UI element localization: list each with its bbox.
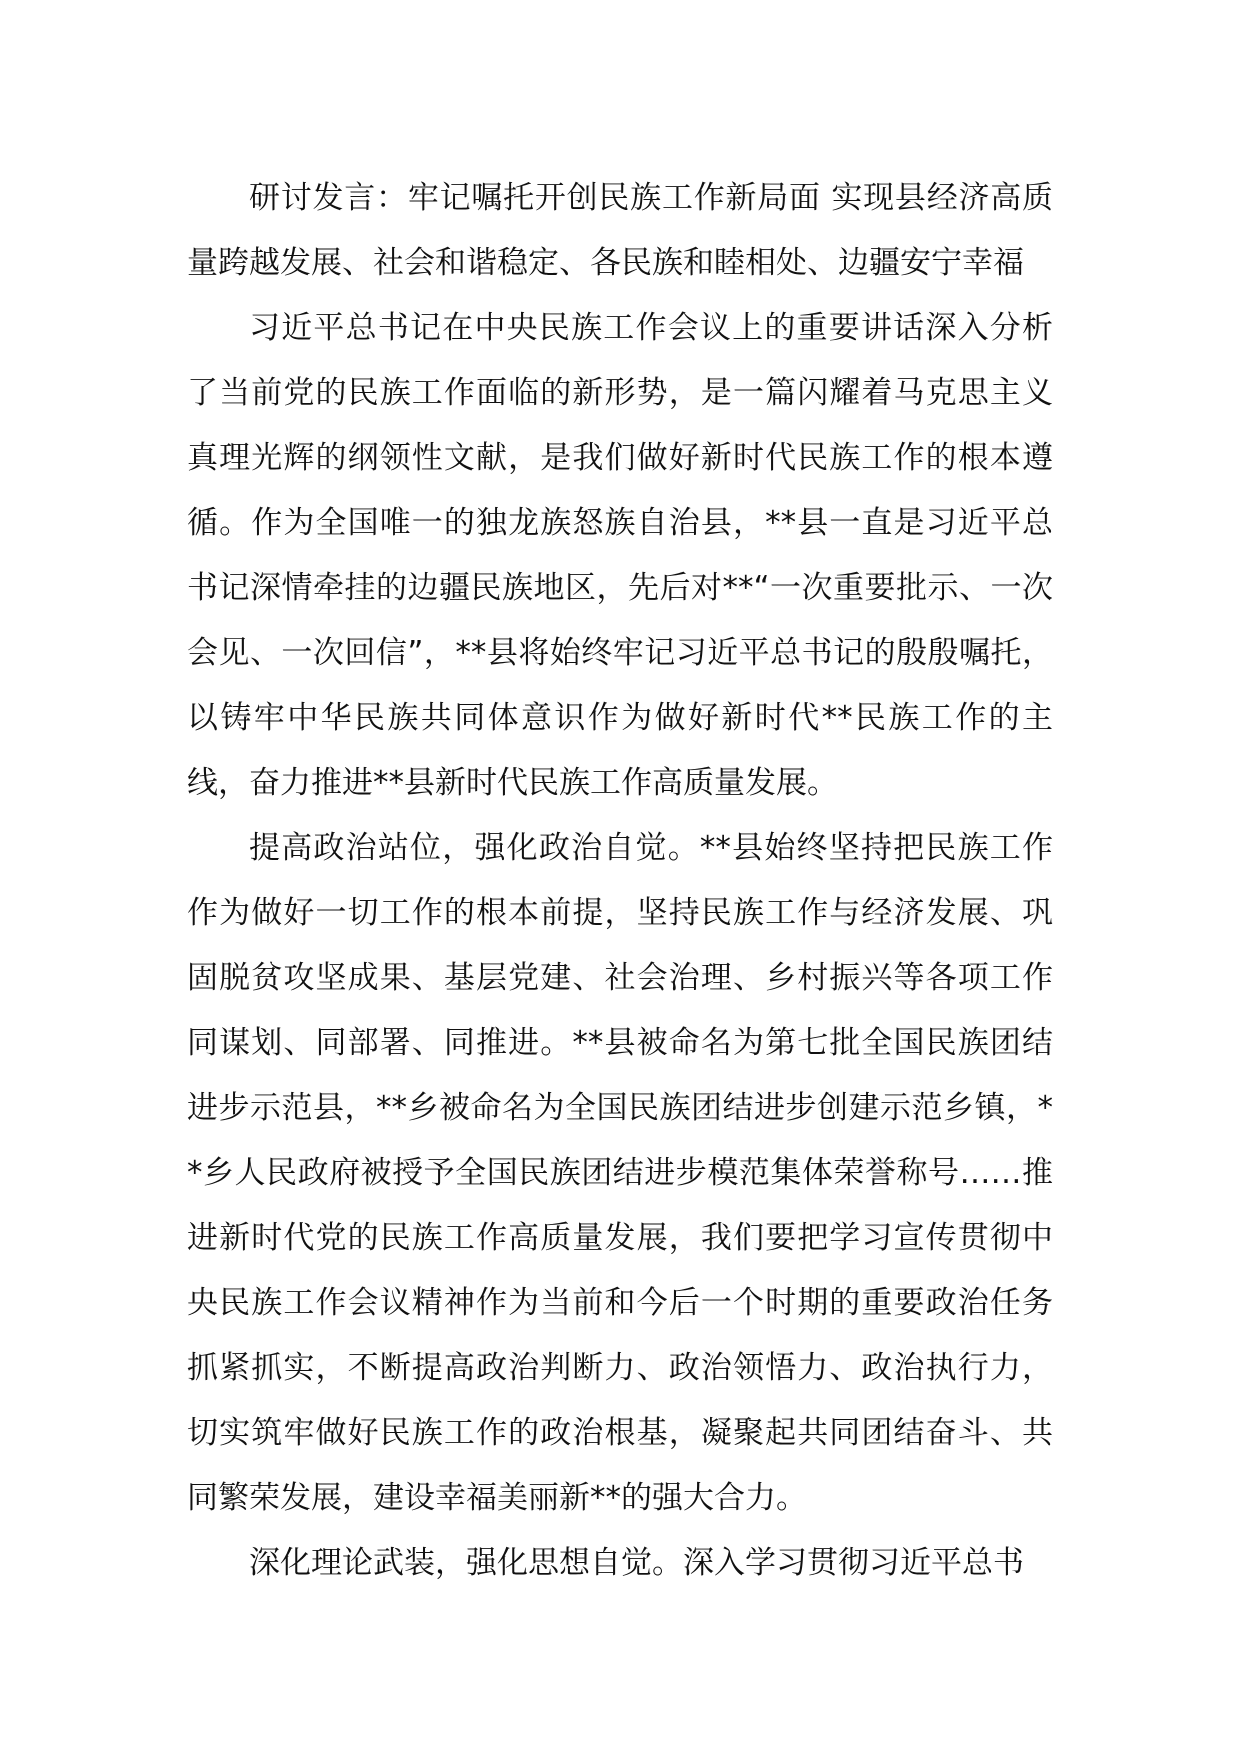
paragraph-theory: 深化理论武装，强化思想自觉。深入学习贯彻习近平总书 <box>249 1545 1024 1581</box>
paragraph-political-stance: 提高政治站位，强化政治自觉。**县始终坚持把民族工作作为做好一切工作的根本前提，坚持民族工作与经济发展、巩固脱贫攻坚成果、基层党建、社会治理、乡村振兴等各项工作同谋划、同部署、同推进。**县被命名为第七批全国民族团结进步示范县，**乡被命名为全国民族团结进步创建示范乡镇，**乡人民政府被授予全国民族团结进步模范集体荣誉称号……推进新时代党的民族工作高质量发展，我们要把学习宣传贯彻中央民族工作会议精神作为当前和今后一个时期的重要政治任务抓紧抓实，不断提高政治判断力、政治领悟力、政治执行力，切实筑牢做好民族工作的政治根基，凝聚起共同团结奋斗、共同繁荣发展，建设幸福美丽新**的强大合力。 <box>187 830 1053 1516</box>
paragraph-intro: 习近平总书记在中央民族工作会议上的重要讲话深入分析了当前党的民族工作面临的新形势，是一篇闪耀着马克思主义真理光辉的纲领性文献，是我们做好新时代民族工作的根本遵循。作为全国唯一的独龙族怒族自治县，**县一直是习近平总书记深情牵挂的边疆民族地区，先后对**“一次重要批示、一次会见、一次回信”，**县将始终牢记习近平总书记的殷殷嘱托，以铸牢中华民族共同体意识作为做好新时代**民族工作的主线，奋力推进**县新时代民族工作高质量发展。 <box>187 310 1053 801</box>
document-title: 研讨发言：牢记嘱托开创民族工作新局面 实现县经济高质量跨越发展、社会和谐稳定、各民族和睦相处、边疆安宁幸福 <box>187 180 1053 281</box>
document-body <box>187 166 1053 1596</box>
